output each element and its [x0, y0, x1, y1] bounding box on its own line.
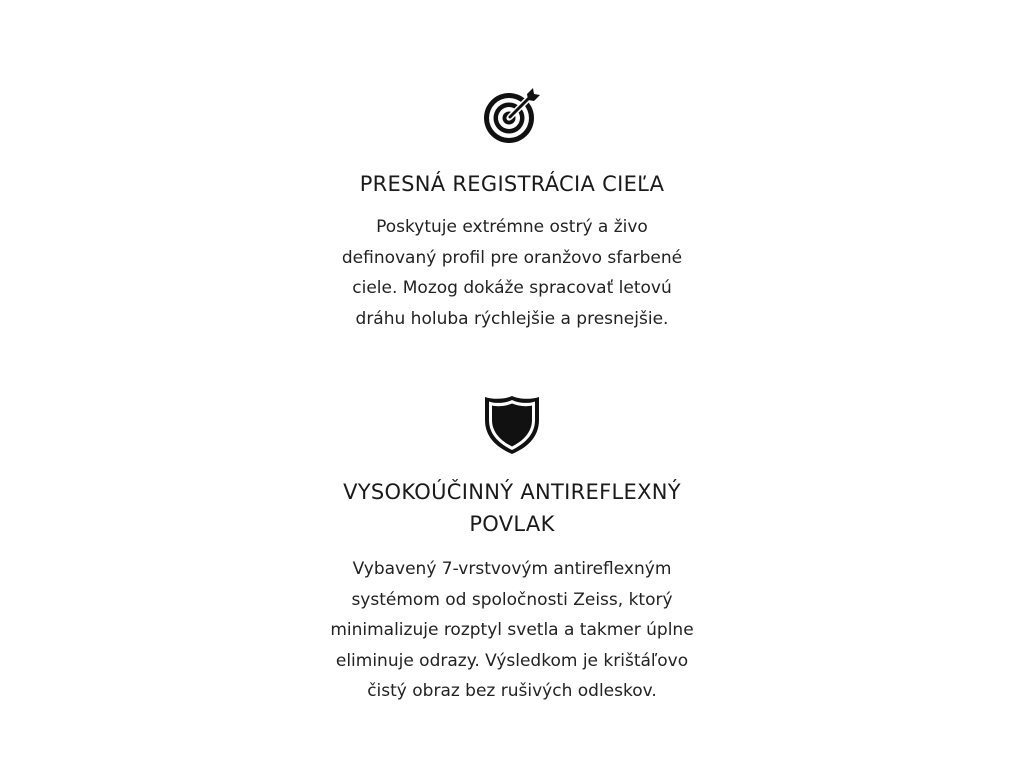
target-arrow-icon: [482, 86, 542, 146]
shield-icon: [482, 394, 542, 454]
feature-target-registration: [0, 86, 1024, 334]
feature-antireflex-coating: [0, 394, 1024, 707]
feature-title: VYSOKOÚČINNÝ ANTIREFLEXNÝ POVLAK: [343, 480, 681, 536]
feature-title: PRESNÁ REGISTRÁCIA CIEĽA: [359, 172, 665, 196]
feature-description: Vybavený 7-vrstvovým antireflexným systémom od spoločnosti Zeiss, ktorý minimalizuje rozptyl svetla a takmer úplne eliminuje odrazy. Výsledkom je krištáľovo čistý obraz bez rušivých odleskov.: [330, 559, 694, 701]
feature-description: Poskytuje extrémne ostrý a živo definovaný profil pre oranžovo sfarbené ciele. Mozog dokáže spracovať letovú dráhu holuba rýchlejšie a presnejšie.: [341, 217, 683, 329]
